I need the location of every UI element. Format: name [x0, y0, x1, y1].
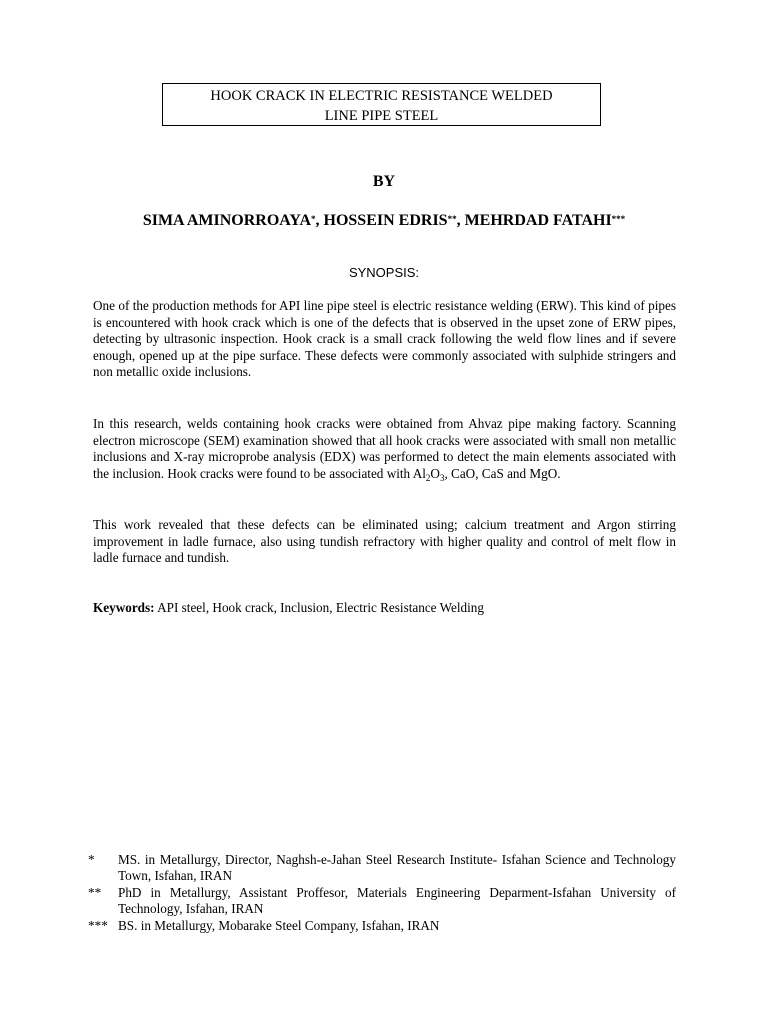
synopsis-paragraph-2 — [93, 416, 676, 483]
author-separator: , — [315, 212, 324, 229]
author-list — [0, 210, 768, 232]
synopsis-paragraph-1: One of the production methods for API line pipe steel is electric resistance welding (ERW). This kind of pipes is encountered with hook crack which is one of the defects that is observed in the upset zone of ERW pipes, detecting by ultrasonic inspection. Hook crack is a small crack following the weld flow lines and if severe enough, opened up at the pipe surface. These defects were commonly associated with sulphide stringers and non metallic oxide inclusions. — [93, 298, 676, 380]
footnote-mark: *** — [88, 917, 108, 933]
footnote-text: PhD in Metallurgy, Assistant Proffesor, Materials Engineering Deparment-Isfahan University of Technology, Isfahan, IRAN — [118, 884, 676, 917]
paragraph-text: In this research, welds containing hook cracks were obtained from Ahvaz pipe making factory. Scanning electron microscope (SEM) examination showed that all hook cracks were associated with small non metallic inclusions and X-ray microprobe analysis (EDX) was performed to detect the main elements associated with the inclusion. Hook cracks were found to be associated with — [93, 416, 676, 481]
author-name: MEHRDAD FATAHI — [464, 212, 612, 229]
footnote-item — [88, 918, 676, 934]
footnote-item — [88, 852, 676, 885]
footnote-item — [88, 885, 676, 918]
footnotes — [88, 852, 676, 934]
keywords-label: Keywords: — [93, 600, 155, 615]
author-name: HOSSEIN EDRIS — [323, 212, 448, 229]
author-footnote-mark: * — [311, 214, 316, 224]
footnote-mark: ** — [88, 884, 102, 900]
author-footnote-mark: ** — [447, 214, 457, 224]
title-line-2: LINE PIPE STEEL — [324, 108, 439, 124]
footnote-mark: * — [88, 852, 95, 867]
synopsis-heading: SYNOPSIS: — [348, 265, 420, 280]
keywords — [93, 600, 676, 616]
title-line-1: HOOK CRACK IN ELECTRIC RESISTANCE WELDED — [210, 88, 553, 104]
footnote-text: MS. in Metallurgy, Director, Naghsh-e-Jahan Steel Research Institute- Isfahan Science and Technology Town, Isfahan, IRAN — [118, 852, 676, 884]
keywords-text: API steel, Hook crack, Inclusion, Electric Resistance Welding — [154, 600, 484, 615]
formula-subscript: 2 — [425, 472, 431, 483]
author-footnote-mark: *** — [611, 214, 626, 224]
formula-subscript: 3 — [439, 472, 445, 483]
formula-al: Al — [412, 465, 426, 481]
synopsis-paragraph-3: This work revealed that these defects can be eliminated using; calcium treatment and Argon stirring improvement in ladle furnace, also using tundish refractory with higher quality and control of melt flow in ladle furnace and tundish. — [93, 517, 676, 566]
author-name: SIMA AMINORROAYA — [142, 212, 312, 229]
paper-title — [162, 83, 601, 126]
by-line: BY — [372, 173, 396, 190]
formula-o: O — [430, 465, 440, 481]
paragraph-text-tail: , CaO, CaS and MgO. — [444, 465, 561, 481]
footnote-text: BS. in Metallurgy, Mobarake Steel Company, Isfahan, IRAN — [118, 917, 440, 933]
author-separator: , — [456, 212, 465, 229]
